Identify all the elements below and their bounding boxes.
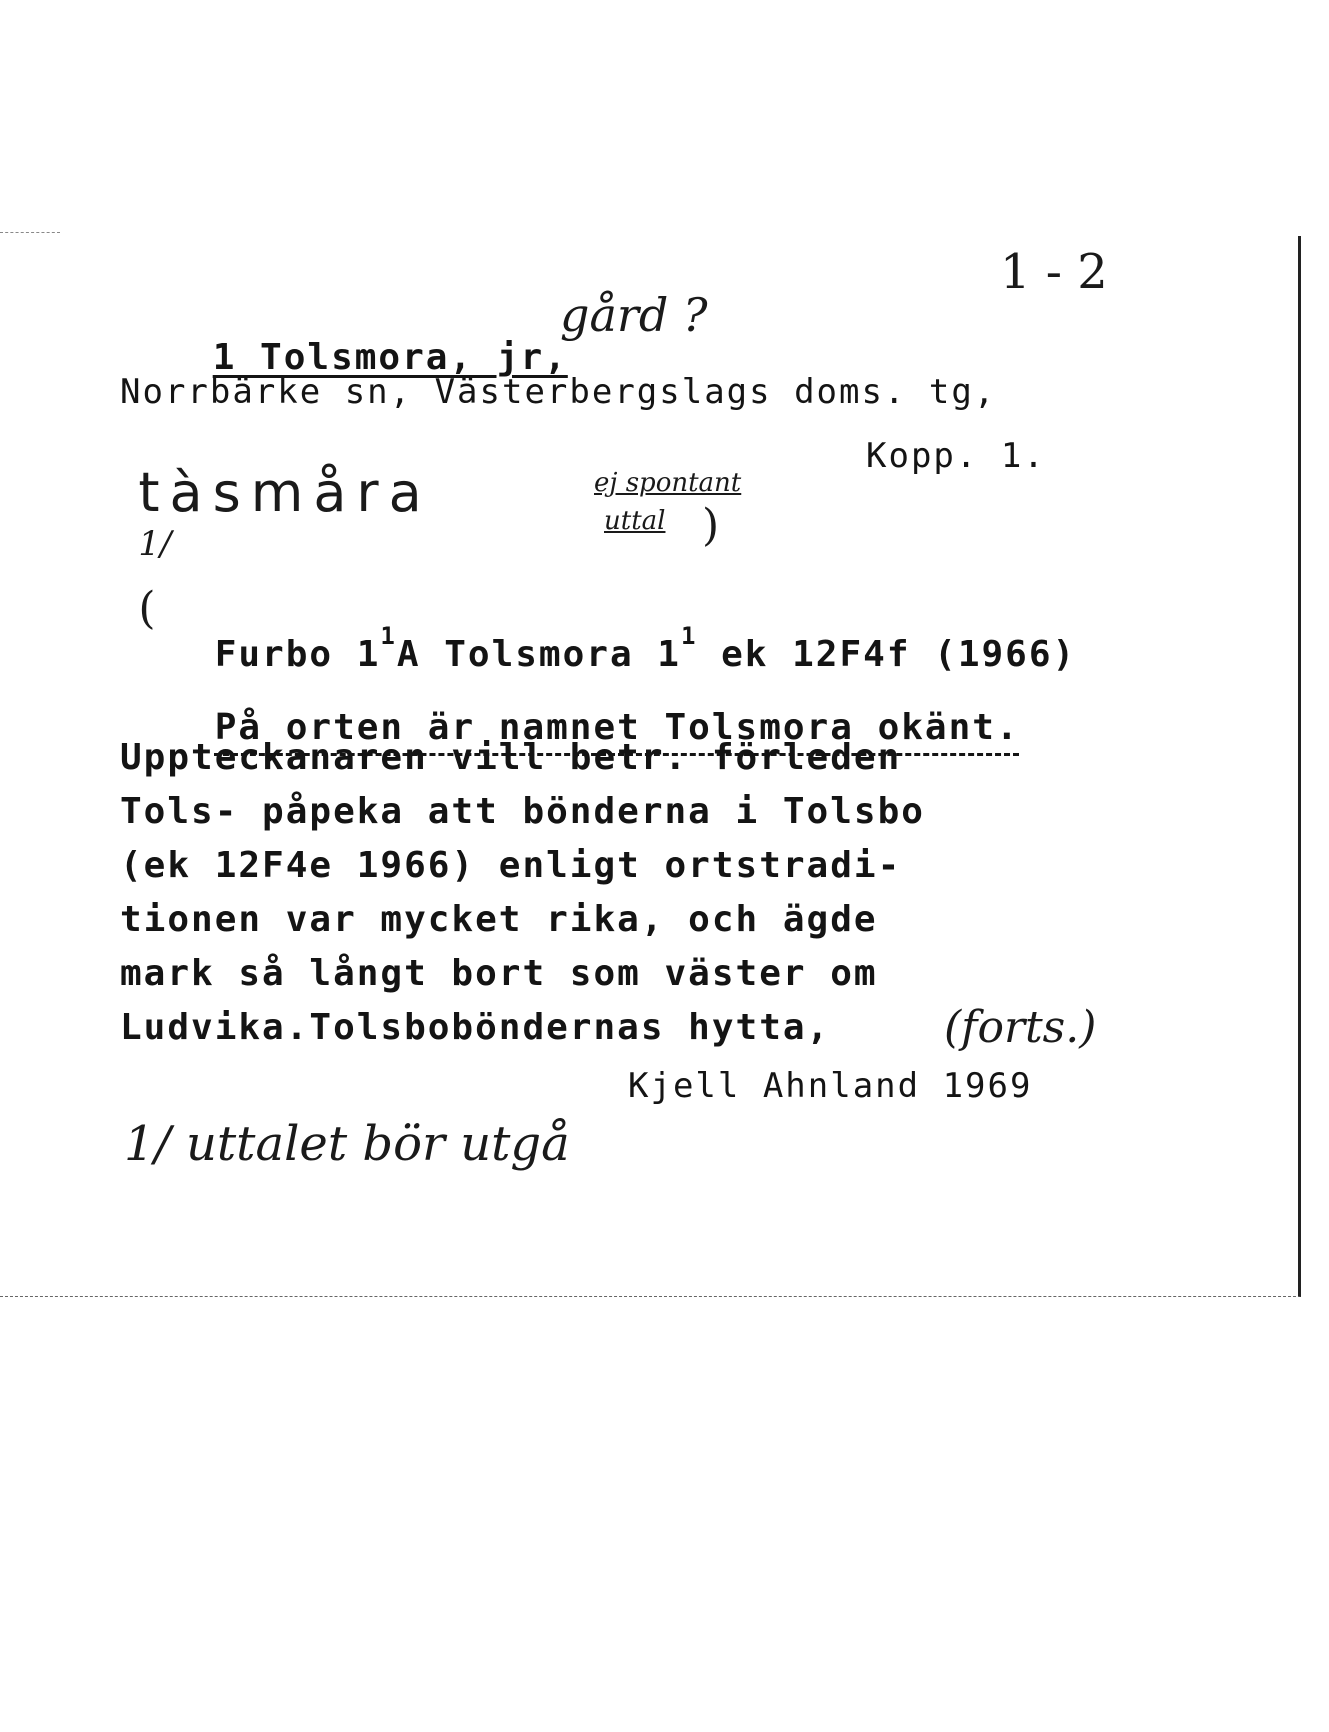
handwritten-footnote: 1/ uttalet bör utgå <box>124 1116 570 1172</box>
kopp-label: Kopp. 1. <box>866 436 1046 476</box>
index-card <box>0 236 1301 1297</box>
headword-note: gård ? <box>560 288 708 342</box>
phonetic-text: tàsmåra <box>138 461 432 524</box>
map-ref-middle: A Tolsmora 1 <box>396 634 681 675</box>
map-ref-sup1: 1 <box>380 622 397 650</box>
headword-text: 1 Tolsmora, jr, <box>212 337 568 378</box>
phonetic-note-line2: uttal <box>604 506 666 536</box>
map-ref-prefix: Furbo 1 <box>214 634 381 675</box>
card-number: 1 - 2 <box>1000 244 1108 300</box>
statement-text: På orten är namnet Tolsmora okänt. <box>214 707 1020 748</box>
phonetic-note-close: ) <box>702 500 720 551</box>
map-ref-sup2: 1 <box>680 622 698 650</box>
body-line-5: mark så långt bort som väster om <box>120 953 878 994</box>
body-line-3: (ek 12F4e 1966) enligt ortstradi- <box>120 845 902 886</box>
body-line-2: Tols- påpeka att bönderna i Tolsbo <box>120 791 925 832</box>
body-line-6: Ludvika.Tolsboböndernas hytta, <box>120 1007 831 1048</box>
handwritten-continuation: (forts.) <box>944 1002 1097 1053</box>
body-line-1: Uppteckanaren vill betr. förleden <box>120 737 902 778</box>
signature: Kjell Ahnland 1969 <box>628 1066 1033 1106</box>
parish-line: Norrbärke sn, Västerbergslags doms. tg, <box>120 372 997 412</box>
phonetic-note-line1: ej spontant <box>594 468 742 498</box>
body-line-4: tionen var mycket rika, och ägde <box>120 899 878 940</box>
map-ref-suffix: ek 12F4f (1966) <box>697 634 1077 675</box>
phonetic-footnote-mark: 1/ <box>138 524 172 564</box>
phonetic-note-open: ( <box>138 583 156 634</box>
